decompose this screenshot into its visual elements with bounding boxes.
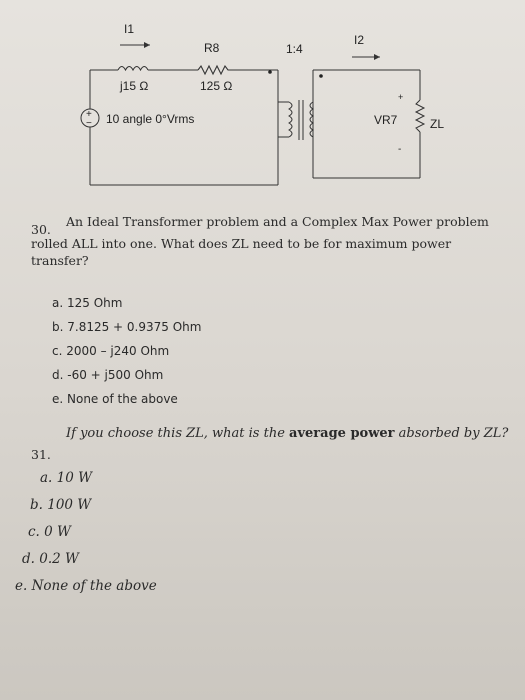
q30-option-a: a. 125 Ohm <box>52 296 123 310</box>
inductor-symbol <box>118 67 148 71</box>
load-minus: - <box>398 144 402 155</box>
q30-option-b: b. 7.8125 + 0.9375 Ohm <box>52 320 202 334</box>
i1-arrowhead <box>144 42 150 48</box>
i2-label: I2 <box>354 33 365 47</box>
inductor-label: j15 Ω <box>120 79 149 93</box>
question-31-prefix: If you choose this ZL, what is the <box>66 426 290 441</box>
q30-option-c: c. 2000 – j240 Ohm <box>52 344 170 358</box>
resistor-symbol <box>198 66 230 74</box>
source-label: 10 angle 0°Vrms <box>106 112 195 126</box>
question-30-line-2: rolled ALL into one. What does ZL need to be for maximum power transfer? <box>31 236 452 268</box>
source-plus: + <box>86 109 92 120</box>
q31-option-e: e. None of the above <box>15 578 157 594</box>
secondary-dot <box>319 74 323 78</box>
question-31-number: 31. <box>31 447 51 462</box>
question-31-suffix: absorbed by ZL? <box>394 426 509 441</box>
vr7-label: VR7 <box>374 113 398 127</box>
q31-option-a: a. 10 W <box>40 470 92 486</box>
r8-label: R8 <box>204 41 220 55</box>
question-30-number: 30. <box>31 222 51 237</box>
i2-arrowhead <box>374 54 380 60</box>
turns-ratio-label: 1:4 <box>286 42 303 56</box>
primary-dot <box>268 70 272 74</box>
primary-coil <box>289 102 292 137</box>
resistor-label: 125 Ω <box>200 79 233 93</box>
circuit-diagram <box>0 0 525 200</box>
source-minus: − <box>86 118 92 129</box>
i1-label: I1 <box>124 22 135 36</box>
q30-option-d: d. -60 + j500 Ohm <box>52 368 164 382</box>
q31-option-b: b. 100 W <box>30 497 92 513</box>
q31-option-d: d. 0.2 W <box>22 551 79 567</box>
question-30-line-1: An Ideal Transformer problem and a Complex Max Power problem <box>66 214 489 229</box>
zl-label: ZL <box>430 117 445 131</box>
load-plus: + <box>398 92 404 102</box>
q31-option-c: c. 0 W <box>28 524 71 540</box>
q30-option-e: e. None of the above <box>52 392 178 406</box>
load-resistor-symbol <box>416 100 424 132</box>
question-31-text <box>66 425 516 443</box>
question-31-bold: average power <box>289 426 395 441</box>
